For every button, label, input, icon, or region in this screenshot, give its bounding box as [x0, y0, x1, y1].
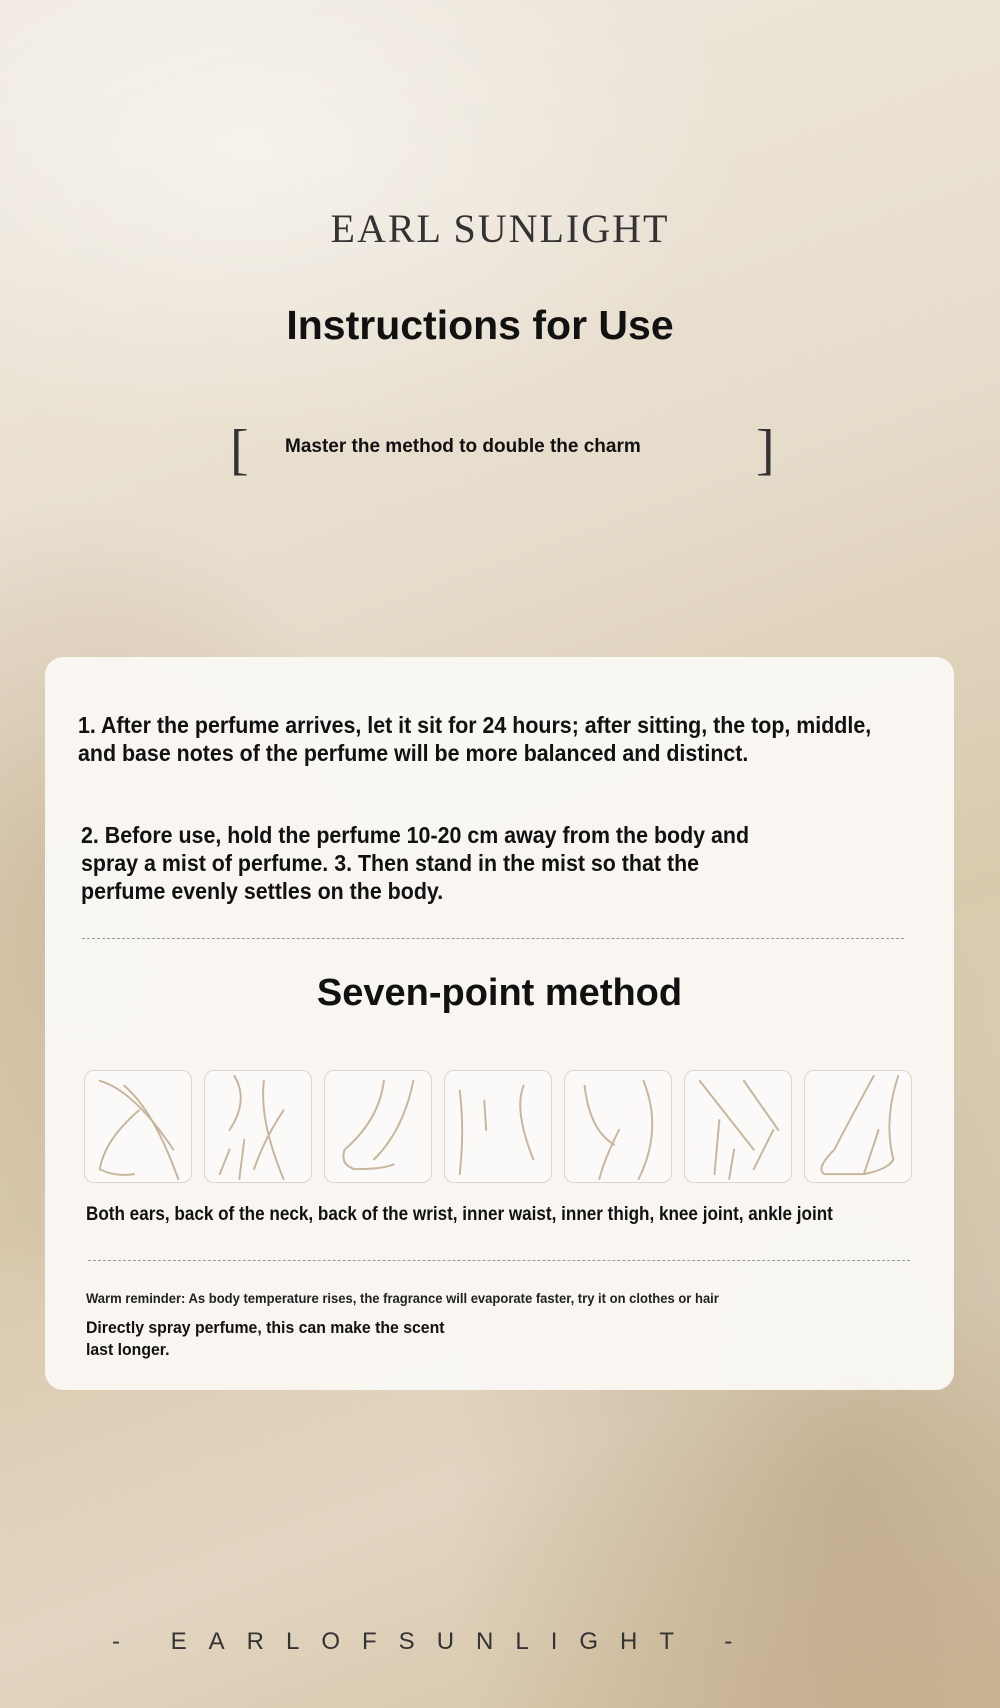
neck-icon — [204, 1070, 312, 1183]
points-caption: Both ears, back of the neck, back of the wrist, inner waist, inner thigh, knee joint, ankle joint — [86, 1204, 833, 1225]
warm-reminder: Warm reminder: As body temperature rises, the fragrance will evaporate faster, try it on clothes or hair — [86, 1290, 719, 1306]
instructions-card — [45, 657, 954, 1390]
divider — [88, 1260, 910, 1261]
body-points-icons — [84, 1070, 912, 1183]
knee-icon — [684, 1070, 792, 1183]
bracket-open: [ — [230, 419, 249, 481]
bracket-close: ] — [756, 419, 775, 481]
step-2-text: 2. Before use, hold the perfume 10-20 cm away from the body and spray a mist of perfume. 3. Then stand in the mist so that the perfume evenly settles on the body. — [81, 822, 750, 904]
direct-line-1: Directly spray perfume, this can make the scent — [86, 1318, 445, 1337]
direct-line-2: last longer. — [86, 1340, 170, 1359]
divider — [82, 938, 904, 939]
thigh-icon — [564, 1070, 672, 1183]
brand-name: EARL SUNLIGHT — [330, 206, 670, 251]
wrist-icon — [324, 1070, 432, 1183]
step-1-text: 1. After the perfume arrives, let it sit for 24 hours; after sitting, the top, middle, and base notes of the perfume will be more balanced and distinct. — [78, 712, 872, 766]
page-title: Instructions for Use — [286, 302, 674, 348]
method-title: Seven-point method — [316, 972, 683, 1014]
subtitle: Master the method to double the charm — [285, 436, 641, 457]
footer-brand: - EARLOFSUNLIGHT - — [112, 1628, 755, 1655]
direct-spray-text — [86, 1317, 445, 1361]
ears-icon — [84, 1070, 192, 1183]
waist-icon — [444, 1070, 552, 1183]
ankle-icon — [804, 1070, 912, 1183]
